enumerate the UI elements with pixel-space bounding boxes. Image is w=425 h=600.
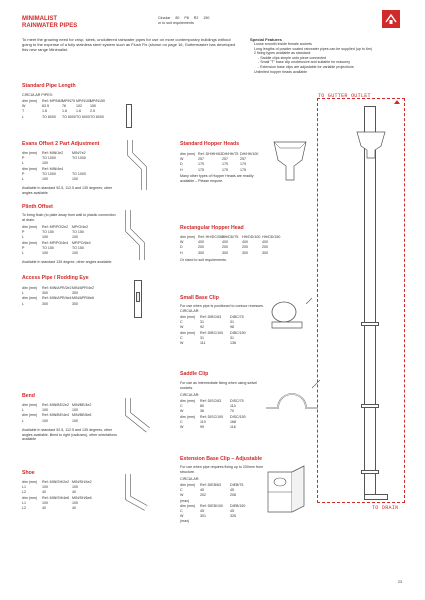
table-cell: L2: [22, 490, 26, 495]
feature-item: Loose smooth inside female sockets: [254, 42, 312, 46]
table-cell: 80: [200, 404, 204, 409]
evans-offset-note: Available in standard 92.5, 112.5 and 135 degrees, other angles available: [22, 186, 113, 195]
table-cell: Ref: MP/PO/4e4: [42, 240, 69, 245]
small-base-clip-sub: CIRCULAR:: [180, 309, 200, 313]
table-cell: 300: [42, 291, 48, 296]
small-base-clip-intro: For use when pipe is positioned to contour recesses.: [180, 304, 264, 308]
table-cell: L: [22, 114, 24, 119]
table-cell: L: [22, 235, 24, 240]
special-features-title: Special Features: [250, 37, 282, 42]
table-cell: 300: [42, 301, 48, 306]
table-cell: P: [22, 171, 25, 176]
hopper-head-drawing: [272, 140, 308, 180]
table-cell: D: [180, 162, 183, 167]
table-cell: T: [22, 109, 25, 114]
table-cell: 175: [198, 167, 204, 172]
table-cell: 40: [72, 506, 76, 511]
pipe-shoe-bottom: [364, 494, 388, 500]
access-pipe-table: [22, 286, 92, 307]
circular-badge-label: Circular: [158, 16, 171, 20]
table-cell: W: [180, 157, 184, 162]
to-gutter-outlet-label: TO GUTTER OUTLET: [318, 93, 371, 99]
table-cell: 2.5: [90, 109, 95, 114]
feature-item: - Saddle clips simple onto piece connected: [258, 55, 327, 60]
table-cell: 40: [42, 490, 46, 495]
access-pipe-title: Access Pipe / Rodding Eye: [22, 275, 89, 281]
bend-drawing: [120, 398, 160, 438]
circular-badge: [158, 16, 209, 25]
table-cell: 175: [240, 167, 246, 172]
feature-item: 2 fixing types available as standard:: [254, 51, 311, 56]
table-cell: 300: [72, 291, 78, 296]
table-cell: 100: [42, 251, 48, 256]
table-cell: 200: [222, 245, 228, 250]
table-cell: Ref: HH/DC/063: [198, 235, 224, 239]
table-cell: Ref: DH/HH/63: [198, 152, 222, 156]
table-cell: C: [180, 335, 183, 340]
table-cell: P: [22, 245, 25, 250]
table-cell: W: [180, 493, 184, 498]
table-cell: MIN/APR/4e2: [72, 286, 94, 290]
table-cell: 257: [240, 157, 246, 162]
special-features: [250, 37, 400, 74]
plinth-offset-intro: To bring flush (to plate away from wall to plastic connection at drain.: [22, 213, 116, 222]
evans-offset-drawing: [118, 140, 158, 190]
table-cell: 100: [42, 408, 48, 413]
table-cell: 150: [90, 104, 96, 109]
table-cell: W: [180, 341, 184, 346]
table-cell: C: [180, 509, 183, 514]
table-cell: dim (mm): [180, 330, 196, 335]
table-cell: Ref: DISC/100: [200, 414, 224, 419]
table-cell: W: [180, 409, 184, 414]
table-cell: 1.6: [76, 109, 81, 114]
table-cell: dim (mm): [22, 225, 38, 229]
brand-title-line2: RAINWATER PIPES: [22, 22, 78, 29]
table-cell: MP/N100: [76, 99, 91, 103]
table-cell: dim (mm): [180, 152, 196, 156]
to-drain-label: TO DRAIN: [372, 505, 399, 511]
table-cell: TO 6000: [62, 114, 76, 119]
plinth-offset-note: Available in standard 135 degree, other angles available: [22, 260, 112, 264]
table-cell: TO 150: [72, 230, 84, 235]
table-cell: 257: [198, 157, 204, 162]
table-cell: Ref: MP/N63: [42, 99, 63, 103]
table-cell: 100: [42, 235, 48, 240]
table-cell: MP/N150: [90, 99, 105, 103]
table-cell: 400: [242, 240, 248, 245]
table-cell: D: [180, 245, 183, 250]
table-cell: 31: [230, 335, 234, 340]
circular-size-2: P8: [184, 16, 189, 20]
table-cell: DISC/150: [230, 414, 246, 419]
page-number: 23: [398, 580, 402, 584]
table-cell: 326: [230, 514, 236, 519]
table-cell: TO 150: [72, 245, 84, 250]
table-cell: [200, 519, 230, 524]
table-cell: 100: [72, 408, 78, 413]
table-cell: 100: [72, 500, 78, 505]
table-cell: L: [22, 161, 24, 166]
table-cell: DH/HH/100: [240, 152, 259, 156]
shoe-drawing: [120, 474, 160, 514]
table-cell: Ref: DIBC/100: [200, 330, 224, 335]
table-cell: HH/DD/100: [242, 235, 261, 239]
plinth-offset-title: Plinth Offset: [22, 204, 53, 210]
table-cell: Ref: MIN/BE/4e4: [42, 413, 69, 418]
table-cell: dim (mm): [22, 99, 38, 103]
table-cell: 400: [262, 240, 268, 245]
table-cell: 40: [72, 490, 76, 495]
table-cell: HH/DD/75: [222, 235, 239, 239]
pipe-length-drawing: [126, 104, 132, 128]
table-cell: TO 150: [42, 245, 54, 250]
extension-clip-table: [180, 483, 250, 525]
hopper-heads-title: Standard Hopper Heads: [180, 141, 240, 147]
table-cell: W: [180, 514, 184, 519]
table-cell: 257: [222, 157, 228, 162]
table-cell: C: [180, 419, 183, 424]
table-cell: DIEB/150: [230, 503, 246, 508]
table-cell: Ref: DIBC/63: [200, 315, 222, 319]
table-cell: 100: [42, 485, 48, 490]
table-cell: 100: [72, 235, 78, 240]
main-downpipe: [364, 106, 376, 496]
brand-logo-icon: [382, 10, 400, 28]
table-cell: DIBC/150: [230, 330, 246, 335]
table-cell: 100: [42, 500, 48, 505]
table-cell: L1: [22, 485, 26, 490]
table-cell: 175: [222, 167, 228, 172]
table-cell: MIN/7e2: [72, 151, 86, 155]
bend-note: Available in standard 92.5, 112.5 and 135 degrees, other angles available. Bend to right (radiuses), other orientations available: [22, 428, 117, 442]
brand-title-line1: MINIMALIST: [22, 16, 57, 22]
table-cell: 110: [230, 404, 236, 409]
hopper-heads-table: [180, 152, 258, 173]
table-cell: 111: [200, 341, 206, 346]
saddle-clip-intro: For use as intermediate fixing when using swivel sockets.: [180, 381, 258, 390]
table-cell: HH/DD/150: [262, 235, 281, 239]
table-cell: L: [22, 418, 24, 423]
table-cell: 100: [72, 177, 78, 182]
table-cell: 100: [42, 161, 48, 166]
table-cell: TO 6000: [42, 114, 56, 119]
table-cell: 200: [198, 245, 204, 250]
table-cell: 179: [198, 162, 204, 167]
pipe-length-sub: CIRCULAR PIPES:: [22, 93, 53, 97]
table-cell: 200: [242, 245, 248, 250]
table-cell: C: [180, 320, 183, 325]
circular-badge-note: or to suit requirements: [158, 20, 194, 25]
intro-text: To meet the growing need for crisp, sleek, uncluttered rainwater pipes for use on more contemporary buildings without going to the expense of a fully stainless steel system such as Flush Fix (shown on page 16, Guttermaster has developed this new range Minimalist.: [22, 37, 236, 52]
plinth-offset-table: [22, 225, 92, 256]
table-cell: 202: [200, 493, 206, 498]
table-cell: dim (mm): [22, 286, 38, 290]
table-cell: 116: [230, 425, 236, 430]
table-cell: 100: [42, 177, 48, 182]
hopper-heads-note: Many other types of Hopper Heads are readily available – Please enquire.: [180, 174, 254, 183]
table-cell: MIN/APR/6e6: [72, 296, 94, 301]
table-cell: L: [22, 251, 24, 256]
table-cell: dim (mm): [22, 296, 38, 301]
table-cell: 45: [230, 488, 234, 493]
table-cell: Ref: MIN/APR/4e4: [42, 296, 72, 301]
rect-hopper-table: [180, 235, 282, 256]
table-cell: 179: [240, 162, 246, 167]
table-cell: Ref: MIN/SH/4e6: [42, 495, 70, 500]
table-cell: 100: [72, 418, 78, 423]
table-cell: L: [22, 291, 24, 296]
table-cell: dim (mm): [22, 495, 38, 500]
table-cell: 400: [198, 240, 204, 245]
table-cell: DIEB/75: [230, 483, 244, 487]
table-cell: 300: [72, 301, 78, 306]
table-cell: MIN/SH/6e6: [72, 495, 92, 500]
extension-clip-sub: CIRCULAR:: [180, 477, 200, 481]
table-cell: TO 150: [42, 230, 54, 235]
clip-on-pipe-icon: [361, 322, 379, 326]
table-cell: 100: [42, 418, 48, 423]
table-cell: dim (mm): [22, 166, 38, 171]
table-cell: 301: [200, 514, 206, 519]
bend-title: Bend: [22, 393, 35, 399]
table-cell: dim (mm): [180, 503, 196, 508]
table-cell: Ref: DIEB/63: [200, 483, 221, 487]
table-cell: 136: [230, 341, 236, 346]
table-cell: Ref: MIN/APR/2e2: [42, 286, 72, 290]
table-cell: dim (mm): [22, 480, 38, 484]
evans-offset-title: Evans Offset 2 Part Adjustment: [22, 141, 100, 147]
shoe-title: Shoe: [22, 470, 35, 476]
table-cell: (max): [180, 498, 190, 503]
circular-size-3: R2: [193, 16, 199, 20]
table-cell: C: [180, 488, 183, 493]
table-cell: TO 1000: [42, 171, 56, 176]
saddle-clip-sub: CIRCULAR:: [180, 393, 200, 397]
table-cell: 31: [200, 335, 204, 340]
table-cell: TO 6000: [90, 114, 104, 119]
table-cell: 168: [230, 419, 236, 424]
table-cell: Ref: MIN/1e2: [42, 151, 64, 155]
extension-on-pipe-icon: [361, 470, 379, 474]
pipe-length-title: Standard Pipe Length: [22, 83, 76, 89]
table-cell: 98: [230, 325, 234, 330]
hopper-on-pipe-icon: [356, 130, 386, 160]
table-cell: TO 1000: [72, 171, 86, 176]
table-cell: DISC/75: [230, 399, 244, 403]
table-cell: 40: [42, 506, 46, 511]
table-cell: W: [22, 104, 26, 109]
table-cell: dim (mm): [180, 414, 196, 419]
table-cell: MP/PO/6e4: [72, 240, 91, 245]
table-cell: 1.6: [42, 109, 47, 114]
saddle-clip-drawing: [262, 378, 322, 418]
table-cell: 100: [72, 251, 78, 256]
table-cell: C: [180, 404, 183, 409]
table-cell: H: [180, 250, 183, 255]
table-cell: 63.5: [42, 104, 49, 109]
circular-size-4: 150: [203, 16, 210, 20]
table-cell: 300: [262, 250, 268, 255]
small-base-clip-table: [180, 315, 250, 346]
table-cell: dim (mm): [22, 240, 38, 245]
table-cell: 76: [62, 104, 66, 109]
table-cell: W: [180, 240, 184, 245]
feature-item: - Extension base clips are adjustable for variable projections: [258, 64, 354, 69]
bend-table: [22, 403, 92, 424]
extension-clip-intro: For use when pipe requires fixing up to 200mm from structure.: [180, 465, 264, 474]
table-cell: P: [22, 230, 25, 235]
saddle-clip-table: [180, 399, 250, 430]
table-cell: 92: [200, 325, 204, 330]
extension-clip-drawing: [262, 462, 312, 522]
table-cell: MIN/BE/4e2: [72, 403, 92, 407]
table-cell: L: [22, 301, 24, 306]
table-cell: 300: [222, 250, 228, 255]
plinth-offset-drawing: [118, 210, 158, 260]
table-cell: 102: [76, 104, 82, 109]
table-cell: P: [22, 156, 25, 161]
table-cell: Ref: MIN/BE/2e2: [42, 403, 69, 407]
rect-hopper-note: Or sized to suit requirements.: [180, 258, 227, 262]
table-cell: DH/HH/75: [222, 152, 239, 156]
small-base-clip-title: Small Base Clip: [180, 295, 219, 301]
extension-clip-title: Extension Base Clip – Adjustable: [180, 456, 262, 462]
table-cell: Ref: DIEB/100: [200, 503, 223, 508]
table-cell: (max): [180, 519, 190, 524]
shoe-table: [22, 480, 92, 511]
table-cell: 110: [200, 419, 206, 424]
table-cell: dim (mm): [22, 413, 38, 418]
table-cell: 45: [200, 509, 204, 514]
table-cell: H: [180, 167, 183, 172]
table-cell: dim (mm): [180, 483, 196, 487]
table-cell: W: [180, 325, 184, 330]
rect-hopper-title: Rectangular Hopper Head: [180, 225, 244, 231]
feature-item: - Small "T" base clip unobtrusive and suitable for masonry: [258, 60, 351, 65]
table-cell: 100: [72, 485, 78, 490]
table-cell: 208: [230, 493, 236, 498]
table-cell: TO 6000: [76, 114, 90, 119]
table-cell: 45: [230, 509, 234, 514]
table-cell: 200: [262, 245, 268, 250]
saddle-clip-title: Saddle Clip: [180, 371, 209, 377]
brand-title: [22, 16, 77, 29]
table-cell: Ref: MP/PO/2e2: [42, 225, 69, 229]
table-cell: W: [180, 425, 184, 430]
table-cell: 45: [200, 488, 204, 493]
table-cell: MIN/SH/4e2: [72, 480, 92, 484]
small-base-clip-drawing: [262, 298, 312, 334]
table-cell: 300: [242, 250, 248, 255]
table-cell: TO 1000: [72, 156, 86, 161]
rodding-eye-icon: [136, 292, 140, 302]
table-cell: dim (mm): [22, 151, 38, 155]
table-cell: TO 1000: [42, 156, 56, 161]
table-cell: MIN/BE/6e6: [72, 413, 92, 418]
table-cell: 70: [230, 409, 234, 414]
table-cell: Ref: MIN/4e4: [42, 166, 64, 171]
table-cell: 1.6: [62, 109, 67, 114]
table-cell: 300: [198, 250, 204, 255]
table-cell: L: [22, 177, 24, 182]
table-cell: Ref: DISC/63: [200, 399, 222, 403]
table-cell: DIBC/75: [230, 315, 244, 319]
table-cell: dim (mm): [180, 235, 196, 239]
table-cell: dim (mm): [180, 315, 196, 319]
table-cell: MP/N75: [62, 99, 75, 103]
feature-item: Unlimited hopper heads available: [254, 69, 308, 74]
table-cell: dim (mm): [22, 403, 38, 407]
pipe-length-table: [22, 99, 104, 120]
feature-item: Long lengths of powder coated rainwater pipes can be supplied (up to 6m): [254, 46, 373, 51]
table-cell: 36: [200, 409, 204, 414]
table-cell: MP/O/4e2: [72, 225, 89, 229]
table-cell: 31: [200, 320, 204, 325]
table-cell: L2: [22, 506, 26, 511]
table-cell: 400: [222, 240, 228, 245]
table-cell: L1: [22, 500, 26, 505]
table-cell: 179: [222, 162, 228, 167]
table-cell: Ref: MIN/SH/2e2: [42, 480, 70, 484]
saddle-on-pipe-icon: [361, 404, 379, 408]
table-cell: [230, 519, 250, 524]
table-cell: 31: [230, 320, 234, 325]
circular-size-1: 80: [175, 16, 180, 20]
table-cell: L: [22, 408, 24, 413]
table-cell: 99: [200, 425, 204, 430]
evans-offset-table: [22, 151, 92, 182]
table-cell: dim (mm): [180, 399, 196, 403]
